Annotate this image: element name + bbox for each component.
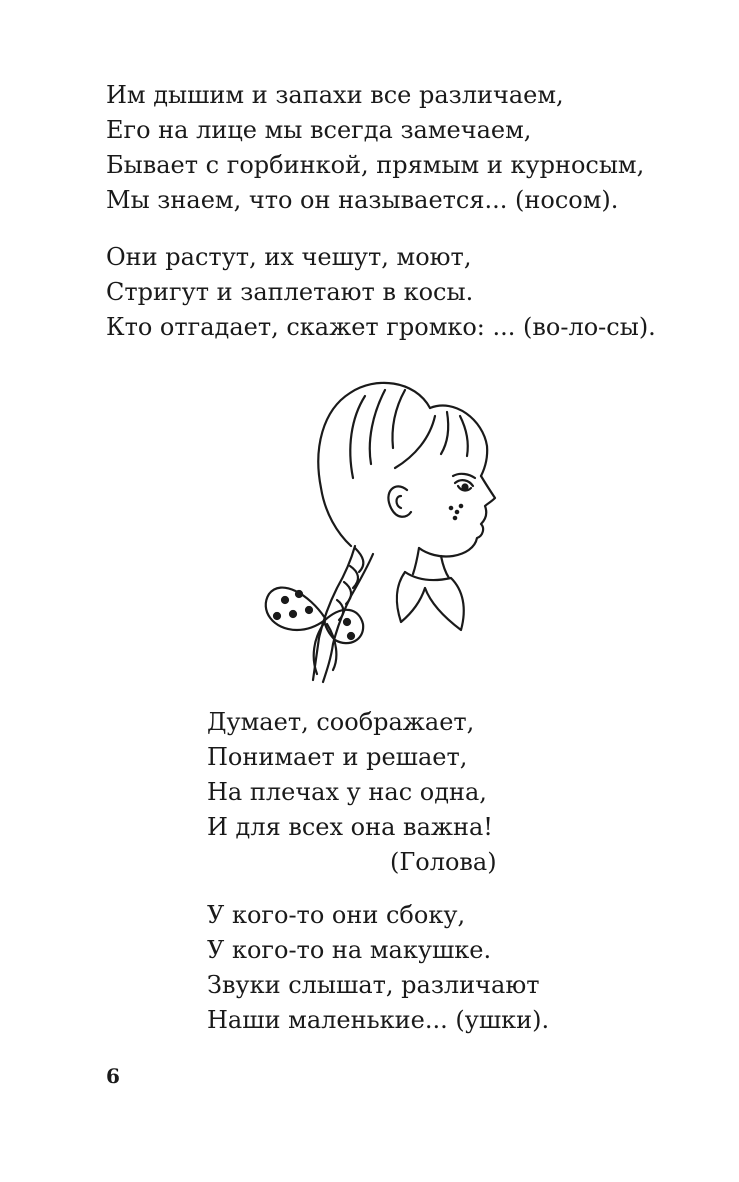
riddle-line: У кого-то они сбоку, [207,901,466,929]
riddle-line: Наши маленькие... (ушки). [207,1006,550,1034]
riddle-head [207,705,493,845]
page-number: 6 [106,1064,120,1088]
riddle-line: Им дышим и запахи все различаем, [106,81,564,109]
riddle-answer: (Голова) [390,848,497,876]
riddle-line: Стригут и заплетают в косы. [106,278,474,306]
riddle-line: У кого-то на макушке. [207,936,492,964]
riddle-line: Мы знаем, что он называется... (носом). [106,186,619,214]
riddle-line: Кто отгадает, скажет громко: ... (во-ло-сы). [106,313,656,341]
riddle-line: Его на лице мы всегда замечаем, [106,116,532,144]
girl-with-braid-profile-icon [255,368,515,688]
riddle-line: Понимает и решает, [207,743,468,771]
riddle-hair [106,240,656,345]
riddle-line: Звуки слышат, различают [207,971,540,999]
riddle-ears [207,898,549,1038]
riddle-line: И для всех она важна! [207,813,493,841]
riddle-line: На плечах у нас одна, [207,778,487,806]
riddle-line: Думает, соображает, [207,708,475,736]
riddle-nose [106,78,644,218]
riddle-line: Бывает с горбинкой, прямым и курносым, [106,151,645,179]
riddle-line: Они растут, их чешут, моют, [106,243,472,271]
